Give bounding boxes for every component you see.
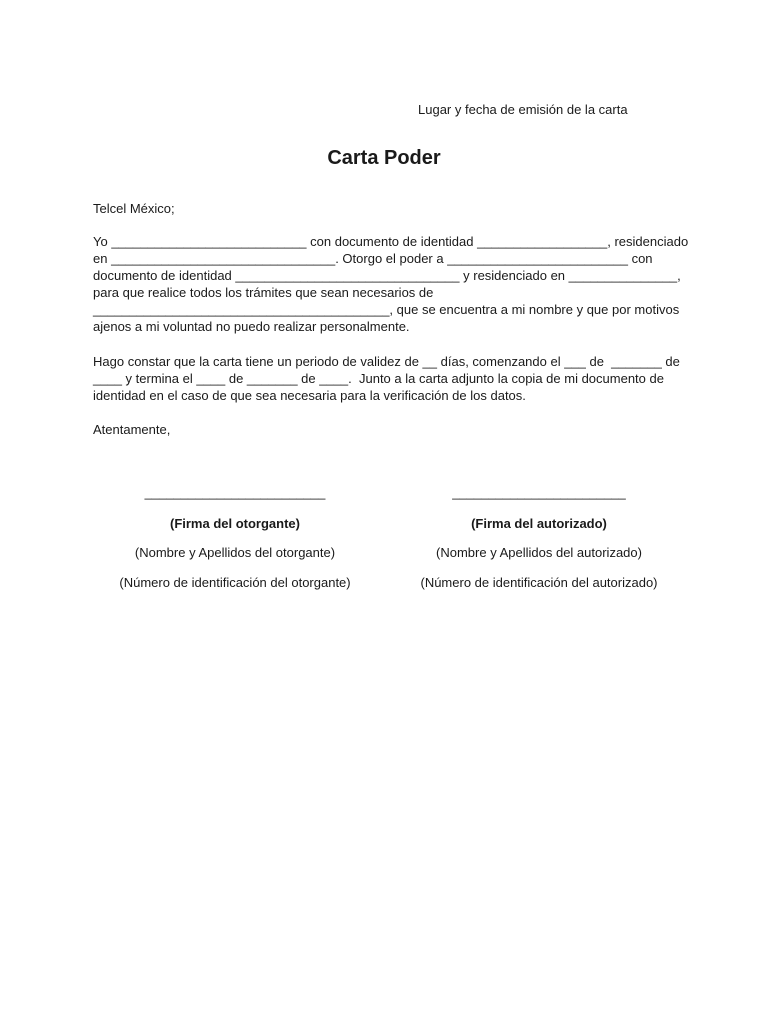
grantor-name-label: (Nombre y Apellidos del otorgante) [134, 545, 336, 560]
paragraph-validity [93, 353, 680, 404]
authorized-signature-line: ________________________ [452, 485, 626, 500]
paragraph-line: para que realice todos los trámites que sean necesarios de [93, 285, 434, 300]
paragraph-line: en _______________________________. Otorgo el poder a _________________________ con [93, 251, 653, 266]
paragraph-line: ajenos a mi voluntad no puedo realizar personalmente. [93, 319, 410, 334]
authorized-id-label: (Número de identificación del autorizado) [420, 575, 658, 590]
paragraph-grant [93, 233, 688, 335]
place-date-line: Lugar y fecha de emisión de la carta [418, 102, 628, 117]
grantor-signature-line: _________________________ [144, 485, 326, 500]
paragraph-line: identidad en el caso de que sea necesaria para la verificación de los datos. [93, 388, 526, 403]
paragraph-line: documento de identidad _______________________________ y residenciado en _______________, [93, 268, 681, 283]
paragraph-line: Hago constar que la carta tiene un periodo de validez de __ días, comenzando el ___ de _______ de [93, 354, 680, 369]
grantor-signature-label: (Firma del otorgante) [169, 516, 300, 531]
closing: Atentamente, [93, 422, 171, 437]
recipient: Telcel México; [93, 201, 175, 216]
authorized-signature-block [410, 484, 668, 590]
paragraph-line: _________________________________________, que se encuentra a mi nombre y que por motivos [93, 302, 680, 317]
grantor-id-label: (Número de identificación del otorgante) [119, 575, 351, 590]
grantor-signature-block [106, 484, 364, 590]
authorized-signature-label: (Firma del autorizado) [471, 516, 607, 531]
paragraph-line: ____ y termina el ____ de _______ de ____. Junto a la carta adjunto la copia de mi documento de [93, 371, 664, 386]
authorized-name-label: (Nombre y Apellidos del autorizado) [436, 545, 642, 560]
page-title: Carta Poder [327, 147, 441, 169]
paragraph-line: Yo ___________________________ con documento de identidad __________________, residenciado [93, 234, 689, 249]
